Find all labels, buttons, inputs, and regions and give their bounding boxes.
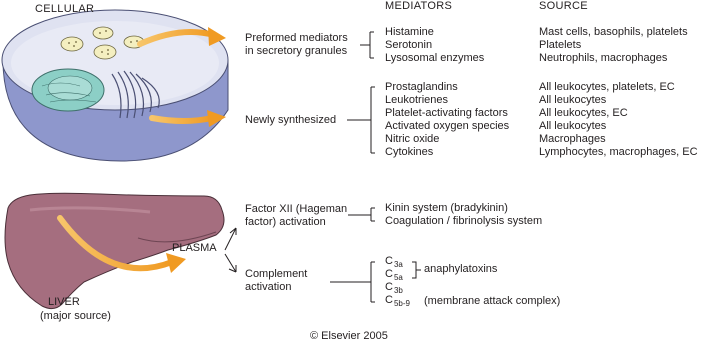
source-item: All leukocytes, EC [539, 107, 628, 119]
source-item: Macrophages [539, 133, 606, 145]
source-item: Lymphocytes, macrophages, EC [539, 146, 698, 158]
plasma-label: PLASMA [172, 242, 217, 254]
factor-label-line1: Factor XII (Hageman [245, 203, 348, 215]
preformed-sources-list [539, 26, 688, 65]
header-cellular: CELLULAR [35, 3, 95, 15]
mediator-item: Activated oxygen species [385, 120, 510, 132]
newly-synthesized-label: Newly synthesized [245, 114, 337, 126]
mediator-item: Leukotrienes [385, 94, 448, 106]
complement-item-c5b9: $C_{5b-9}$ [385, 294, 410, 308]
mediator-item: Histamine [385, 26, 434, 38]
preformed-mediators-list [385, 26, 484, 65]
complement-item-c3a: $C_{3a}$ [385, 255, 403, 269]
header-source: SOURCE [539, 0, 588, 12]
preformed-label-line1: Preformed mediators [245, 32, 348, 44]
membrane-attack-complex-label: (membrane attack complex) [424, 295, 561, 307]
complement-items-list [385, 255, 410, 307]
complement-item-c3b: $C_{3b}$ [385, 281, 403, 295]
header-mediators: MEDIATORS [385, 0, 453, 12]
source-item: All leukocytes [539, 120, 607, 132]
copyright-text: © Elsevier 2005 [310, 330, 388, 342]
liver-label: LIVER [48, 296, 80, 308]
source-item: All leukocytes [539, 94, 607, 106]
complement-item-c5a: $C_{5a}$ [385, 268, 403, 282]
mediator-item: Cytokines [385, 146, 434, 158]
factor-items-list [385, 202, 542, 228]
source-item: Mast cells, basophils, platelets [539, 26, 688, 38]
mediator-item: Lysosomal enzymes [385, 52, 485, 64]
factor-label-line2: factor) activation [245, 216, 326, 228]
factor-item: Coagulation / fibrinolysis system [385, 215, 543, 227]
complement-label-line1: Complement [245, 268, 308, 280]
newly-mediators-list [385, 81, 509, 159]
source-item: All leukocytes, platelets, EC [539, 81, 675, 93]
plasma-branch-arrows [225, 228, 236, 272]
mediator-item: Prostaglandins [385, 81, 458, 93]
factor-item: Kinin system (bradykinin) [385, 202, 508, 214]
complement-label-line2: activation [245, 281, 292, 293]
mediator-item: Nitric oxide [385, 133, 440, 145]
preformed-label-line2: in secretory granules [245, 45, 348, 57]
nucleus-icon [32, 69, 104, 111]
liver-sublabel: (major source) [40, 310, 111, 322]
mediator-item: Serotonin [385, 39, 433, 51]
mediator-item: Platelet-activating factors [385, 107, 508, 119]
source-item: Platelets [539, 39, 582, 51]
anaphylatoxins-label: anaphylatoxins [424, 263, 498, 275]
newly-sources-list [539, 81, 698, 159]
source-item: Neutrophils, macrophages [539, 52, 668, 64]
